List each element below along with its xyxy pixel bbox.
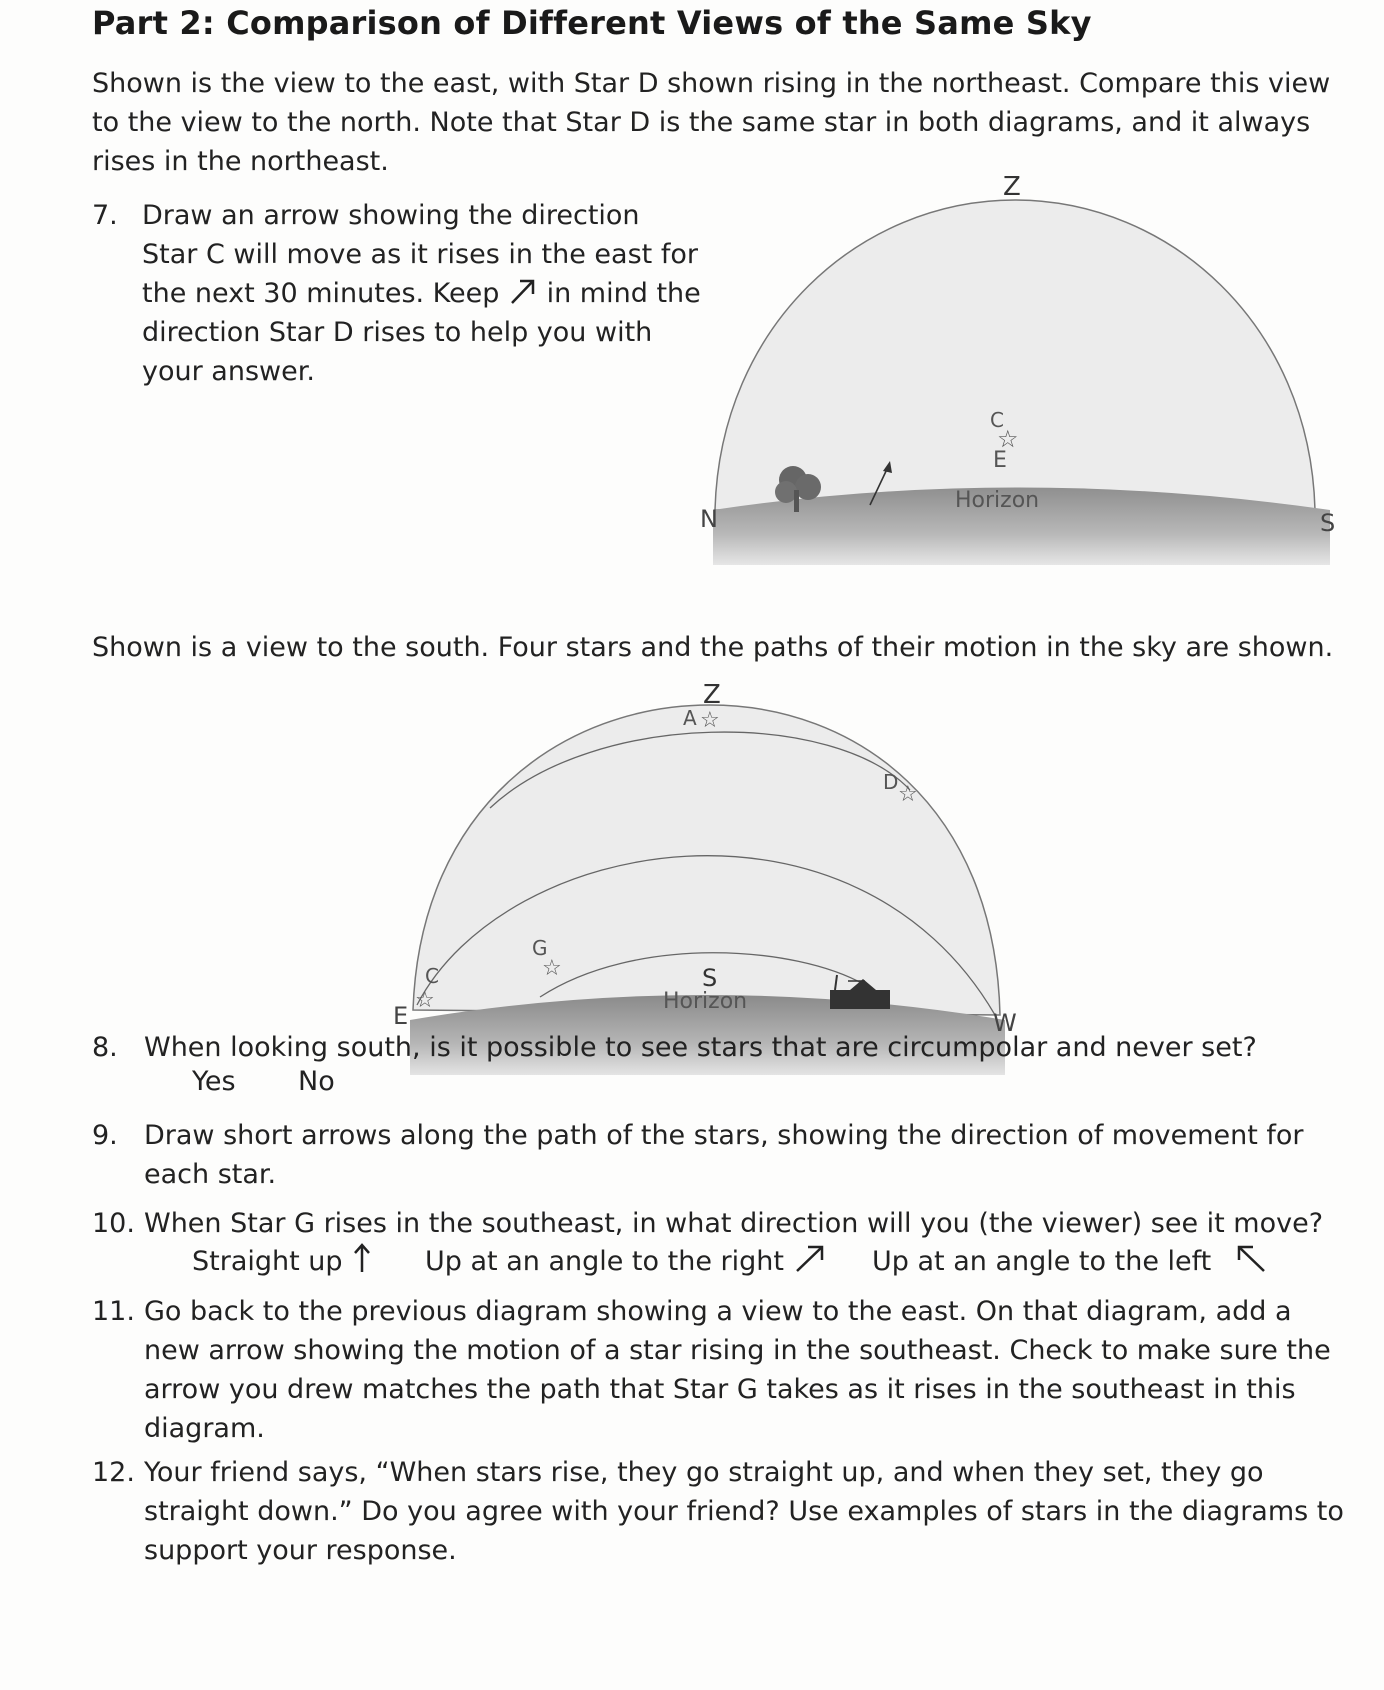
- option-straight-up[interactable]: [192, 1242, 373, 1277]
- question-text-before: Draw an arrow showing the direction Star C will move as it rises in the east for the next 30 minutes. Keep: [142, 200, 698, 309]
- intro-paragraph: Shown is the view to the east, with Star D shown rising in the northeast. Compare this view to the view to the north. Note that Star D is the same star in both diagrams, and it always rises in the northeast.: [92, 68, 1331, 177]
- northwest-arrow-icon: [1234, 1242, 1268, 1274]
- option-up-left[interactable]: [872, 1242, 1268, 1277]
- south-view-diagram: [395, 675, 1025, 1080]
- star-c-label: C: [425, 964, 439, 988]
- star-c-label: C: [990, 408, 1004, 432]
- option-no[interactable]: No: [298, 1066, 335, 1097]
- question-number: 9.: [92, 1120, 118, 1151]
- question-number: 7.: [92, 200, 118, 231]
- question-number: 10.: [92, 1208, 135, 1239]
- star-d-label: D: [883, 770, 899, 794]
- option-label: Up at an angle to the left: [872, 1246, 1212, 1277]
- west-label: W: [993, 1009, 1017, 1037]
- zenith-label: Z: [703, 680, 721, 710]
- sky-dome: [715, 200, 1315, 510]
- question-number: 12.: [92, 1457, 135, 1488]
- horizon-label: Horizon: [663, 989, 748, 1014]
- option-up-right[interactable]: [425, 1242, 827, 1277]
- northeast-arrow-icon: [793, 1242, 827, 1274]
- north-label: N: [700, 505, 718, 533]
- question-number: 11.: [92, 1296, 135, 1327]
- question-text: Go back to the previous diagram showing a view to the east. On that diagram, add a new arrow showing the motion of a star rising in the southeast. Check to make sure the arrow you drew matches the path that Star G takes as it rises in the southeast in this diagram.: [144, 1296, 1331, 1444]
- up-arrow-icon: [351, 1242, 373, 1274]
- star-g-icon: ☆: [542, 956, 562, 981]
- east-point-label: E: [993, 448, 1007, 473]
- zenith-label: Z: [1003, 172, 1021, 202]
- northeast-arrow-icon: [508, 276, 538, 306]
- south-intro-paragraph: Shown is a view to the south. Four stars and the paths of their motion in the sky are shown.: [92, 632, 1334, 663]
- option-label: Straight up: [192, 1246, 343, 1277]
- south-center-label: S: [702, 964, 718, 992]
- star-g-label: G: [532, 936, 548, 960]
- star-d-icon: ☆: [898, 782, 918, 807]
- question-text: Draw short arrows along the path of the stars, showing the direction of movement for each star.: [144, 1120, 1304, 1190]
- option-yes[interactable]: Yes: [192, 1066, 236, 1097]
- south-label: S: [1320, 509, 1336, 537]
- question-text-after: in mind the direction Star D rises to help you with your answer.: [142, 278, 701, 387]
- option-label: Up at an angle to the right: [425, 1246, 784, 1277]
- question-text: [142, 196, 702, 391]
- question-number: 8.: [92, 1032, 118, 1063]
- page-title: Part 2: Comparison of Different Views of the Same Sky: [92, 4, 1092, 42]
- star-a-icon: ☆: [700, 708, 720, 733]
- question-text: Your friend says, “When stars rise, they go straight up, and when they set, they go straight down.” Do you agree with your friend? Use examples of stars in the diagrams to support your response.: [144, 1457, 1344, 1566]
- star-c-icon: ☆: [415, 988, 435, 1013]
- question-text: When Star G rises in the southeast, in what direction will you (the viewer) see it move?: [144, 1208, 1324, 1239]
- horizon-label: Horizon: [955, 488, 1040, 513]
- star-a-label: A: [683, 706, 697, 730]
- east-label: E: [393, 1002, 409, 1030]
- question-text: When looking south, is it possible to see stars that are circumpolar and never set?: [144, 1032, 1257, 1063]
- east-view-diagram: [690, 165, 1340, 585]
- star-c-icon: ☆: [997, 425, 1019, 453]
